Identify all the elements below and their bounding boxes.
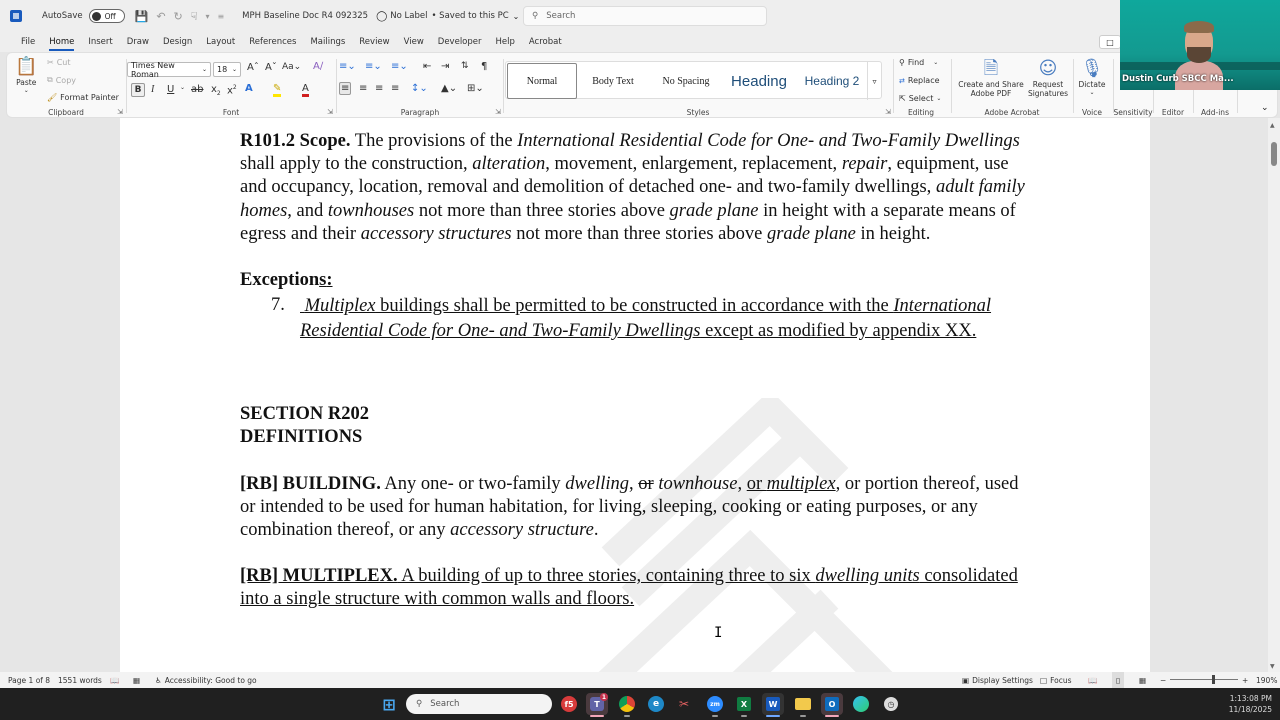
text-run: ,	[737, 473, 747, 494]
dictate-button[interactable]	[1073, 57, 1111, 97]
font-name-value: Times New Roman	[131, 60, 175, 79]
dictate-label: Dictate	[1078, 80, 1106, 89]
align-left-button[interactable]: ≡	[341, 83, 350, 94]
comments-button[interactable]	[1099, 35, 1121, 49]
text-run: International Residential Code for One- and Two-Family Dwellings	[517, 131, 1020, 151]
cut-label: Cut	[56, 58, 71, 67]
taskbar-search-placeholder: Search	[430, 699, 460, 709]
autosave-state: Off	[104, 11, 116, 21]
chevron-down-icon[interactable]: ⌄	[512, 11, 520, 21]
style-heading-2[interactable]: Heading 2	[804, 74, 860, 88]
dialog-launcher-icon[interactable]: ⇲	[327, 108, 333, 116]
word-count[interactable]: 1551 words	[58, 675, 102, 685]
replace-button[interactable]	[899, 76, 940, 85]
style-heading[interactable]: Heading	[731, 72, 787, 90]
document-body[interactable]	[240, 130, 1030, 612]
chevron-down-icon: ⌄	[933, 59, 939, 66]
zoom-in-button[interactable]: +	[1242, 675, 1249, 685]
sensitivity-shield-icon: ◯	[376, 10, 388, 22]
create-pdf-label-2: Adobe PDF	[970, 88, 1012, 98]
show-formatting-icon[interactable]: ¶	[481, 61, 488, 72]
edge-app-icon[interactable]	[850, 693, 872, 715]
redo-icon[interactable]: ↻	[173, 9, 183, 23]
focus-label: Focus	[1050, 675, 1072, 685]
sort-icon[interactable]: ⇅	[461, 61, 469, 71]
scroll-down-icon[interactable]: ▼	[1270, 663, 1275, 670]
subscript-button[interactable]: $x_2$	[211, 84, 221, 97]
font-color-icon[interactable]: A	[302, 83, 309, 97]
chevron-down-icon: ⌄	[201, 66, 207, 73]
search-icon: ⚲	[532, 11, 539, 21]
scope-paragraph	[240, 130, 1030, 246]
excel-app-icon[interactable]	[733, 693, 755, 715]
clear-formatting-icon[interactable]: A∕	[313, 61, 324, 72]
notification-badge: 1	[601, 693, 607, 701]
multiplex-definition	[240, 565, 1030, 611]
text-run: A building of up to three stories, containing three to six	[397, 566, 816, 587]
signature-icon: ☺	[1038, 58, 1058, 79]
tab-mailings[interactable]: Mailings	[310, 37, 346, 47]
label-status[interactable]: No Label	[390, 11, 428, 21]
text-run: not more than three stories above	[511, 223, 767, 244]
save-icon[interactable]: 💾	[134, 9, 149, 23]
tab-acrobat[interactable]: Acrobat	[528, 37, 562, 47]
excel-logo: X	[737, 697, 751, 711]
snipping-tool-icon[interactable]	[673, 693, 695, 715]
tab-insert[interactable]: Insert	[88, 37, 113, 47]
folder-logo	[795, 698, 811, 710]
paste-label: Paste	[16, 78, 37, 87]
tab-file[interactable]: File	[21, 37, 36, 47]
divider	[893, 59, 894, 113]
style-normal[interactable]: Normal	[507, 63, 577, 99]
ribbon-tabs	[0, 32, 1120, 52]
chevron-down-icon: ▿	[872, 76, 877, 86]
building-definition	[240, 473, 1030, 543]
zoom-app-icon[interactable]	[704, 693, 726, 715]
font-group-label: Font	[222, 108, 240, 117]
tab-review[interactable]: Review	[359, 37, 390, 47]
track-changes-icon[interactable]: ▦	[133, 675, 141, 685]
collapse-ribbon-icon[interactable]: ⌄	[1261, 103, 1269, 113]
search-input[interactable]	[523, 6, 767, 26]
toggle-knob-icon	[92, 12, 101, 21]
app-logo: e	[648, 696, 664, 712]
text-effects-icon[interactable]: A	[245, 83, 253, 94]
clipboard-group-label: Clipboard	[48, 108, 84, 117]
editing-group-label: Editing	[907, 108, 935, 117]
outlook-logo: O	[825, 697, 839, 711]
text-run: shall apply to the construction,	[240, 154, 473, 175]
tab-help[interactable]: Help	[495, 37, 515, 47]
inserted-text	[747, 474, 841, 494]
chrome-app-icon[interactable]	[616, 693, 638, 715]
decrease-indent-icon[interactable]: ⇤	[423, 61, 432, 72]
dialog-launcher-icon[interactable]: ⇲	[885, 108, 891, 116]
sensitivity-group-label: Sensitivity	[1113, 108, 1153, 117]
paintbrush-icon: 🖌	[47, 93, 58, 102]
focus-button[interactable]	[1040, 672, 1072, 688]
select-button[interactable]	[899, 94, 941, 103]
create-share-pdf-button[interactable]	[957, 57, 1025, 98]
file-explorer-icon[interactable]	[792, 693, 814, 715]
word-logo-icon	[10, 10, 22, 22]
highlight-icon[interactable]: ✎	[273, 83, 281, 97]
start-button[interactable]	[378, 693, 400, 715]
select-label: Select	[908, 94, 934, 103]
tab-home[interactable]: Home	[42, 32, 81, 52]
style-body-text[interactable]: Body Text	[592, 75, 634, 87]
tab-references[interactable]: References	[249, 37, 297, 47]
underline-button[interactable]: U	[167, 84, 175, 95]
dialog-launcher-icon[interactable]: ⇲	[117, 108, 123, 116]
text-run: in height.	[855, 223, 931, 244]
text-run: Exception	[240, 270, 320, 291]
accessibility-status[interactable]	[155, 672, 257, 688]
strikethrough-button[interactable]: ab	[191, 84, 204, 95]
definition-term: [RB] MULTIPLEX.	[240, 566, 398, 587]
print-layout-icon[interactable]: ▯	[1112, 672, 1124, 688]
text-run: The provisions of the	[350, 131, 518, 151]
clock-logo: ◷	[884, 697, 898, 711]
shading-icon[interactable]: ▲⌄	[441, 83, 458, 94]
chevron-down-icon: ⌄	[1089, 88, 1095, 96]
status-bar	[0, 672, 1280, 688]
taskbar-search[interactable]	[406, 694, 552, 714]
clipboard-group	[7, 53, 125, 119]
acrobat-group-label: Adobe Acrobat	[984, 108, 1040, 117]
paragraph-group	[337, 53, 503, 119]
text-run: , and	[287, 200, 328, 221]
section-number: SECTION R202	[240, 404, 370, 425]
chevron-down-icon[interactable]: ⌄	[180, 84, 186, 91]
text-run: ,	[629, 473, 639, 494]
exceptions-heading	[240, 269, 1030, 292]
chevron-down-icon: ⌄	[936, 95, 942, 102]
display-icon: ▣	[962, 675, 970, 685]
autosave-label: AutoSave	[42, 11, 83, 21]
text-run: grade plane	[669, 200, 759, 221]
copy-label: Copy	[55, 75, 77, 85]
change-case-icon[interactable]: Aa⌄	[282, 62, 302, 72]
system-clock[interactable]	[1229, 693, 1272, 715]
addins-group-label: Add-ins	[1201, 108, 1229, 117]
chevron-down-icon: ⌄	[231, 66, 237, 73]
outlook-app-icon[interactable]	[821, 693, 843, 715]
text-run: dwelling	[565, 473, 630, 494]
focus-icon: □	[1040, 675, 1048, 685]
display-settings-button[interactable]	[962, 672, 1033, 688]
search-icon: ⚲	[899, 58, 905, 67]
request-label-1: Request	[1032, 80, 1064, 89]
scissors-icon: ✂	[47, 58, 54, 67]
justify-button[interactable]: ≡	[391, 83, 400, 94]
font-group	[127, 53, 335, 119]
text-cursor-icon: I	[714, 625, 723, 641]
display-settings-label: Display Settings	[972, 675, 1033, 685]
search-placeholder: Search	[546, 11, 576, 21]
voice-group-label: Voice	[1082, 108, 1102, 117]
editing-group	[895, 53, 947, 119]
scope-heading: R101.2 Scope.	[240, 131, 351, 151]
more-qat-icon[interactable]: ≡	[217, 11, 225, 21]
text-run: buildings shall be permitted to be constructed in accordance with the	[375, 296, 894, 317]
text-run: not more than three stories above	[414, 200, 670, 221]
accessibility-label: Accessibility: Good to go	[164, 675, 257, 685]
shrink-font-icon[interactable]: Aˇ	[265, 62, 277, 73]
font-size-select[interactable]	[213, 62, 241, 77]
f5-app-icon[interactable]	[558, 693, 580, 715]
paragraph-group-label: Paragraph	[400, 108, 440, 117]
superscript-button[interactable]: $x^2$	[227, 84, 237, 97]
text-run: Any one- or two-family	[380, 473, 566, 494]
scroll-up-icon[interactable]: ▲	[1270, 122, 1275, 129]
video-call-overlay[interactable]	[1120, 0, 1280, 90]
text-run: or portion thereof, used or intended to be used for human habitation, for living, sleeping, cooking or eating purposes, or any combination thereof, or any	[240, 473, 1019, 541]
text-run: , movement, enlargement, replacement,	[545, 154, 842, 175]
text-run: , equipment, use and occupancy, location, removal and demolition of detached one- and two-family dwellings,	[240, 154, 1009, 198]
replace-icon: ⇄	[899, 76, 905, 85]
bullets-icon[interactable]: ≡⌄	[339, 61, 356, 72]
pdf-export-icon: 🗎	[983, 58, 999, 79]
clock-app-icon[interactable]	[880, 693, 902, 715]
divider	[951, 59, 952, 113]
text-run: except as modified by appendix XX.	[700, 321, 977, 342]
styles-group	[503, 53, 893, 119]
dialog-launcher-icon[interactable]: ⇲	[495, 108, 501, 116]
text-run: or	[746, 473, 767, 494]
grow-font-icon[interactable]: Aˆ	[247, 62, 259, 73]
align-right-button[interactable]: ≡	[375, 83, 384, 94]
text-run: adult family homes	[240, 177, 1025, 221]
request-label-2: Signatures	[1027, 88, 1069, 98]
text-run: townhouse	[658, 473, 738, 494]
undo-icon[interactable]: ↶	[156, 9, 166, 23]
text-run: townhouses	[327, 200, 415, 221]
exception-text	[300, 294, 1030, 344]
style-no-spacing[interactable]: No Spacing	[662, 75, 710, 87]
word-app-icon[interactable]	[762, 693, 784, 715]
windows-logo-icon: ⊞	[382, 694, 396, 714]
chrome-logo	[619, 696, 635, 712]
paste-button[interactable]	[15, 55, 37, 95]
multilevel-list-icon[interactable]: ≡⌄	[391, 61, 408, 72]
create-pdf-label-1: Create and Share	[958, 80, 1024, 89]
edge-logo	[853, 696, 869, 712]
tab-view[interactable]: View	[403, 37, 424, 47]
format-painter-label: Format Painter	[60, 93, 119, 102]
ribbon	[6, 52, 1278, 118]
taskbar	[0, 688, 1280, 720]
teams-logo: T	[590, 697, 604, 711]
scrollbar-thumb[interactable]	[1271, 142, 1277, 166]
text-run: .	[593, 520, 599, 541]
tab-draw[interactable]: Draw	[126, 37, 149, 47]
find-button[interactable]	[899, 58, 938, 67]
exception-item-7	[240, 294, 1030, 344]
format-painter-button[interactable]	[47, 93, 119, 102]
section-title-text: DEFINITIONS	[240, 427, 363, 448]
text-run: multiplex	[766, 473, 836, 494]
clock-time: 1:13:08 PM	[1229, 694, 1272, 703]
line-spacing-icon[interactable]: ↕⌄	[411, 83, 428, 94]
styles-group-label: Styles	[686, 108, 710, 117]
teams-app-icon[interactable]	[586, 693, 608, 715]
list-number: 7.	[271, 295, 285, 316]
edge-alt-app-icon[interactable]	[645, 693, 667, 715]
text-run: ,	[835, 473, 841, 494]
text-run: s	[319, 270, 327, 291]
autosave-toggle[interactable]	[89, 9, 125, 23]
align-center-button[interactable]: ≡	[359, 83, 368, 94]
font-size-value: 18	[217, 65, 228, 74]
text-run: accessory structure	[450, 520, 594, 541]
save-status[interactable]: • Saved to this PC	[431, 11, 509, 21]
copy-icon: ⧉	[47, 75, 53, 84]
request-signatures-button[interactable]	[1025, 57, 1071, 98]
text-run: dwelling units	[815, 566, 920, 587]
find-label: Find	[907, 58, 925, 67]
word-logo: W	[766, 697, 780, 711]
replace-label: Replace	[907, 76, 940, 85]
tab-design[interactable]: Design	[162, 37, 193, 47]
text-run: repair	[841, 154, 888, 175]
customize-qat-icon[interactable]: ▾	[205, 11, 210, 21]
paste-icon: 📋	[15, 56, 38, 77]
chevron-down-icon: ⌄	[23, 86, 29, 94]
text-run: accessory structures	[360, 223, 512, 244]
text-run: consolidated into a single structure with common walls and floors.	[240, 566, 1018, 610]
bold-button[interactable]: B	[131, 83, 145, 97]
numbering-icon[interactable]: ≡⌄	[365, 61, 382, 72]
adobe-acrobat-group	[953, 53, 1071, 119]
comment-icon: □	[1106, 37, 1114, 47]
f5-logo: f5	[561, 696, 577, 712]
cut-button[interactable]	[47, 58, 71, 67]
text-run: alteration	[472, 154, 546, 175]
font-name-select[interactable]	[127, 62, 211, 77]
deleted-text: or	[638, 473, 654, 494]
zoom-out-button[interactable]: −	[1160, 675, 1167, 685]
voice-group	[1073, 53, 1111, 119]
text-run: International Residential Code for One- and Two-Family Dwellings	[300, 296, 992, 342]
italic-button[interactable]: I	[151, 84, 155, 95]
zoom-logo: zm	[707, 696, 723, 712]
vertical-scrollbar[interactable]	[1268, 118, 1280, 672]
document-title: MPH Baseline Doc R4 092325	[242, 11, 369, 21]
tab-layout[interactable]: Layout	[206, 37, 236, 47]
text-run: grade plane	[766, 223, 856, 244]
read-mode-icon[interactable]: 📖	[1088, 675, 1098, 685]
zoom-slider[interactable]	[1170, 679, 1238, 680]
search-icon: ⚲	[416, 699, 423, 709]
tab-developer[interactable]: Developer	[437, 37, 482, 47]
borders-icon[interactable]: ⊞⌄	[467, 83, 484, 94]
section-heading	[240, 403, 1030, 426]
increase-indent-icon[interactable]: ⇥	[441, 61, 450, 72]
text-run: :	[326, 270, 333, 291]
section-title	[240, 426, 1030, 449]
touch-mode-icon[interactable]: ☟	[190, 9, 198, 23]
accessibility-icon: ♿	[155, 675, 162, 685]
text-run: in height with a separate means of egress and their	[240, 200, 1016, 244]
web-layout-icon[interactable]: ▦	[1139, 675, 1147, 685]
snip-logo: ✂	[678, 697, 690, 711]
participant-name: Dustin Curb SBCC Ma...	[1122, 74, 1234, 84]
zoom-slider-thumb[interactable]	[1212, 675, 1215, 684]
proofing-icon[interactable]: 📖	[110, 675, 120, 685]
cursor-arrow-icon: ⇱	[899, 94, 906, 103]
zoom-level[interactable]: 190%	[1256, 675, 1278, 685]
text-run: Multiplex	[304, 296, 376, 317]
copy-button[interactable]	[47, 75, 76, 85]
clock-date: 11/18/2025	[1228, 705, 1272, 714]
definition-term: [RB] BUILDING.	[240, 473, 381, 494]
microphone-icon: 🎙	[1080, 58, 1104, 79]
page-count[interactable]: Page 1 of 8	[8, 675, 51, 685]
editor-group-label: Editor	[1161, 108, 1185, 117]
